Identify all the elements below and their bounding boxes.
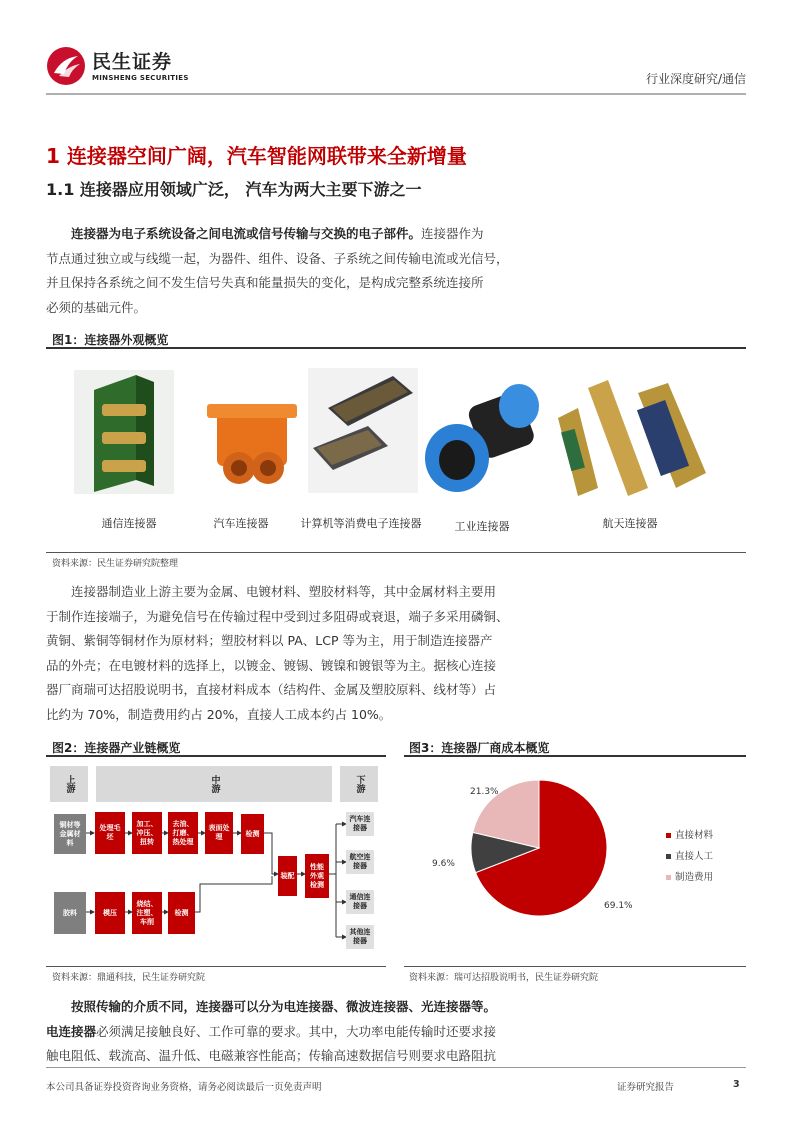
upstream-line3: 黄铜、紫铜等铜材作为原材料；塑胶材料以 PA、LCP 等为主，用于制造连接器产 <box>46 633 493 648</box>
node-injection: 烧结、注塑、车削 <box>132 892 162 934</box>
upstream-line4: 品的外壳；在电镀材料的选择上，以镀金、镀锡、镀镍和镀银等为主。据核心连接 <box>46 657 497 673</box>
stage-downstream: 下游 <box>340 766 378 802</box>
figure-2-top-rule <box>46 755 386 757</box>
node-copper-material: 铜材等金属材料 <box>54 814 86 854</box>
node-other-connector: 其他连接器 <box>346 925 374 949</box>
types-line3: 触电阻低、载流高、温升低、电磁兼容性能高；传输高速数据信号则要求电路阻抗 <box>46 1048 497 1063</box>
legend-swatch-1 <box>666 854 671 859</box>
figure-2-bottom-rule <box>46 966 386 967</box>
node-auto-connector: 汽车连接器 <box>346 812 374 836</box>
logo-text-en: MINSHENG SECURITIES <box>92 74 189 82</box>
aerospace-connector-image <box>548 378 708 498</box>
types-bold-line: 按照传输的介质不同，连接器可以分为电连接器、微波连接器、光连接器等。 <box>71 999 497 1014</box>
communication-connector-image <box>74 370 174 494</box>
industrial-connector-image <box>419 378 544 498</box>
paragraph-types <box>46 995 536 1069</box>
figure-1-title: 图1：连接器外观概览 <box>52 333 169 347</box>
report-category: 行业深度研究/通信 <box>645 72 746 86</box>
header-divider <box>46 93 746 95</box>
section-heading-1-1: 1.1 连接器应用领域广泛， 汽车为两大主要下游之一 <box>46 180 422 199</box>
footer-disclaimer: 本公司具备证券投资咨询业务资格，请务必阅读最后一页免责声明 <box>46 1082 322 1093</box>
node-aero-connector: 航空连接器 <box>346 850 374 874</box>
label-industrial: 工业连接器 <box>454 520 510 533</box>
figure-3-source: 资料来源：瑞可达招股说明书，民生证券研究院 <box>409 973 599 983</box>
figure-3-top-rule <box>404 755 746 757</box>
node-comm-connector: 通信连接器 <box>346 890 374 914</box>
label-communication: 通信连接器 <box>101 517 157 530</box>
upstream-line2: 于制作连接端子，为避免信号在传输过程中受到过多阻碍或衰退，端子多采用磷铜、 <box>46 608 509 624</box>
stage-upstream: 上游 <box>50 766 88 802</box>
figure-2-title: 图2：连接器产业链概览 <box>52 741 181 755</box>
types-bold-term: 电连接器 <box>46 1023 97 1039</box>
intro-bold: 连接器为电子系统设备之间电流或信号传输与交换的电子部件。 <box>71 226 422 241</box>
legend-swatch-2 <box>666 875 671 880</box>
figure-1-bottom-rule <box>46 552 746 553</box>
node-inspection-1: 检测 <box>241 814 264 854</box>
node-process-blank: 处理毛坯 <box>95 812 125 854</box>
legend-label-1: 直接人工 <box>675 851 714 862</box>
computer-connector-image <box>308 368 418 493</box>
label-automotive: 汽车连接器 <box>213 517 269 530</box>
legend-swatch-0 <box>666 833 671 838</box>
intro-line2: 节点通过独立或与线缆一起，为器件、组件、设备、子系统之间传输电流或光信号， <box>46 250 509 266</box>
label-aerospace: 航天连接器 <box>602 517 658 530</box>
footer-report-type: 证券研究报告 <box>617 1082 675 1093</box>
node-assembly: 装配 <box>278 856 297 896</box>
industry-chain-diagram <box>50 762 384 964</box>
automotive-connector-image <box>202 396 302 500</box>
brand-logo <box>46 46 206 88</box>
label-computer: 计算机等消费电子连接器 <box>300 517 422 530</box>
intro-line1: 连接器作为 <box>421 226 484 241</box>
logo-mark-icon <box>46 46 86 86</box>
footer-page-number: 3 <box>733 1079 740 1090</box>
node-plastic-material: 胶料 <box>54 892 86 934</box>
section-heading-1: 1 连接器空间广阔，汽车智能网联带来全新增量 <box>46 144 467 168</box>
figure-1-top-rule <box>46 347 746 349</box>
legend-label-2: 制造费用 <box>675 872 714 883</box>
stage-midstream: 中游 <box>96 766 332 802</box>
paragraph-upstream <box>46 580 536 727</box>
node-inspection-2: 检测 <box>168 892 195 934</box>
figure-3-title: 图3：连接器厂商成本概览 <box>409 741 550 755</box>
paragraph-intro <box>46 222 526 320</box>
intro-line3: 并且保持各系统之间不发生信号失真和能量损失的变化，是构成完整系统连接所 <box>46 275 484 290</box>
node-stamping: 加工、冲压、扭转 <box>132 812 162 854</box>
figure-3-bottom-rule <box>404 966 746 967</box>
upstream-line1: 连接器制造业上游主要为金属、电镀材料、塑胶材料等，其中金属材料主要用 <box>71 584 497 599</box>
legend-label-0: 直接材料 <box>675 830 714 841</box>
pie-data-label-0: 69.1% <box>604 901 633 911</box>
upstream-line6: 比约为 70%，制造费用约占 20%，直接人工成本约占 10%。 <box>46 706 392 722</box>
figure-1-source: 资料来源：民生证券研究院整理 <box>52 559 179 569</box>
logo-text-cn: 民生证券 <box>92 51 173 73</box>
footer-divider <box>46 1067 746 1068</box>
node-molding: 模压 <box>95 892 125 934</box>
node-heat-treatment: 去油、打磨、热处理 <box>168 812 198 854</box>
intro-line4: 必须的基础元件。 <box>46 299 147 315</box>
upstream-line5: 器厂商瑞可达招股说明书，直接材料成本（结构件、金属及塑胶原料、线材等）占 <box>46 682 497 697</box>
pie-data-label-2: 21.3% <box>470 787 499 797</box>
node-surface-treatment: 表面处理 <box>205 812 233 854</box>
types-line2: 必须满足接触良好、工作可靠的要求。其中，大功率电能传输时还要求接 <box>96 1023 497 1039</box>
figure-2-source: 资料来源：鼎通科技，民生证券研究院 <box>52 973 206 983</box>
cost-pie-chart <box>404 762 746 964</box>
node-performance-inspection: 性能外观检测 <box>305 854 329 898</box>
figure-1-images <box>74 366 714 536</box>
pie-data-label-1: 9.6% <box>432 859 455 869</box>
